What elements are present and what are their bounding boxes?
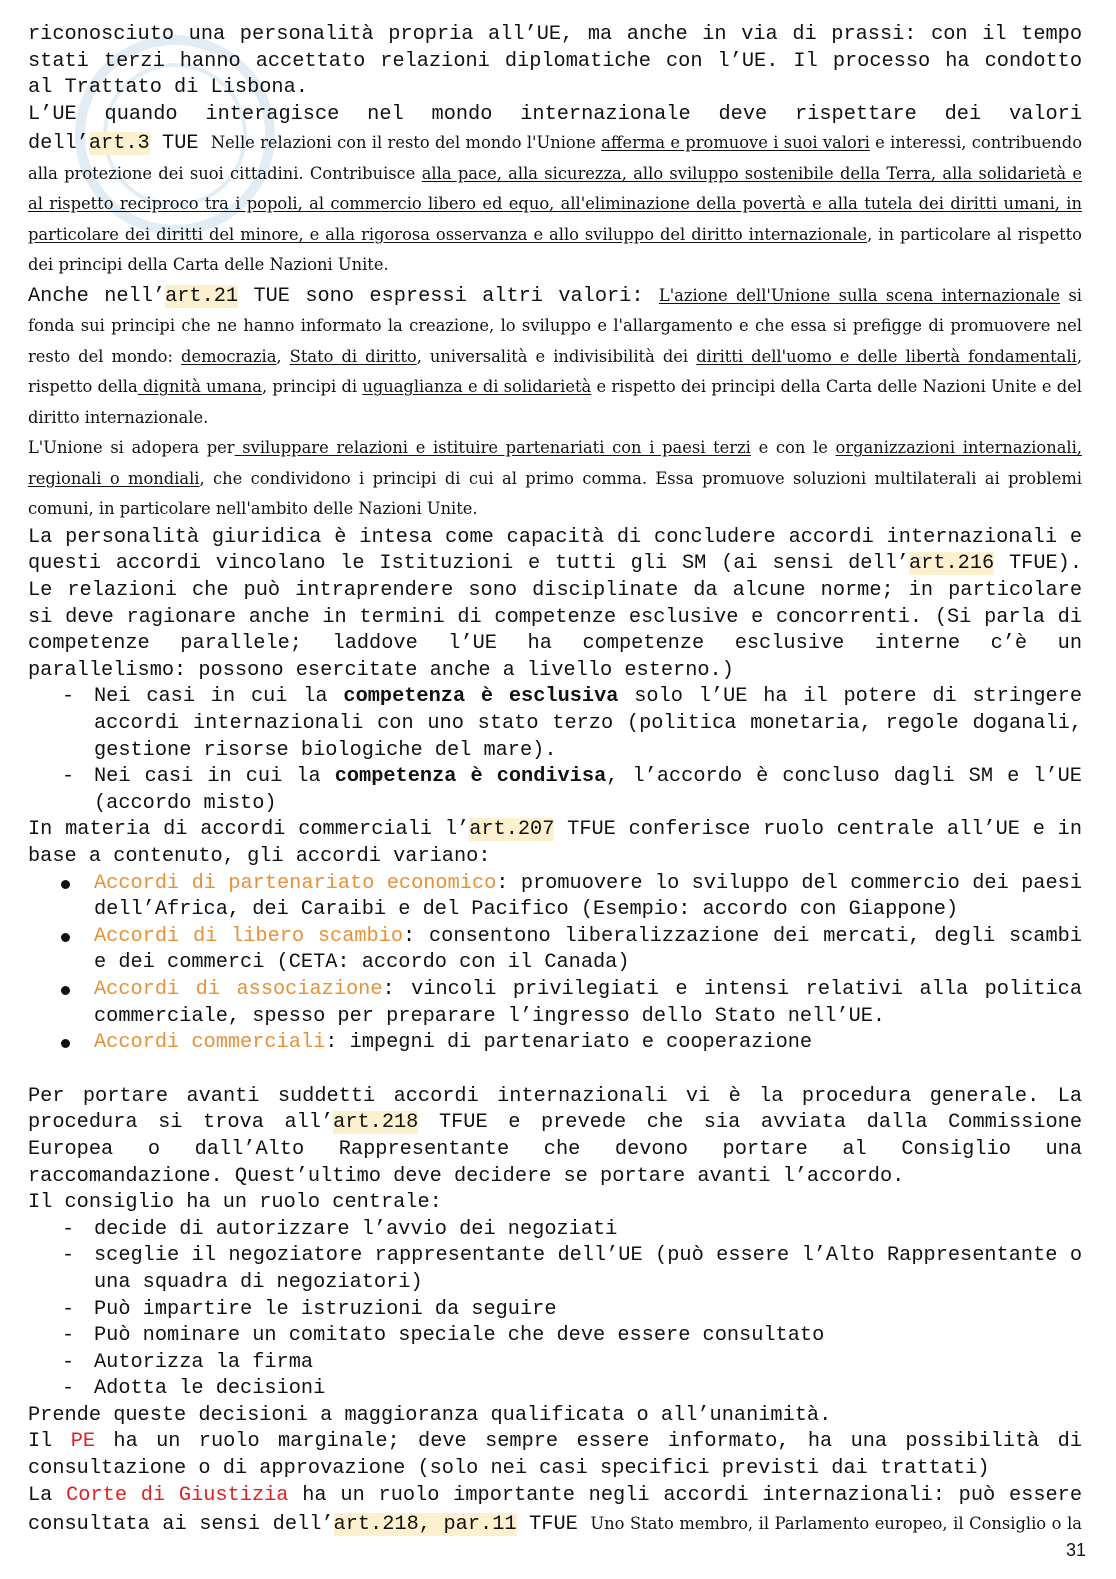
article-ref: art.21 — [165, 284, 239, 308]
article-ref: art.216 — [908, 552, 995, 576]
list-item: - decide di autorizzare l’avvio dei negoziati — [28, 1217, 1082, 1244]
list-item: Accordi di libero scambio: consentono liberalizzazione dei mercati, degli scambi e dei commerci (CETA: accordo con il Canada) — [28, 924, 1082, 977]
paragraph-parliament: Il PE ha un ruolo marginale; deve sempre essere informato, ha una possibilità di consultazione o di approvazione (solo nei casi specifici previsti dai trattati) — [28, 1430, 1083, 1481]
document-page — [28, 22, 1082, 1540]
paragraph-art21: Anche nell’art.21 TUE sono espressi altri valori: L'azione dell'Unione sulla scena internazionale si fonda sui principi che ne hanno informato la creazione, lo sviluppo e l'allargamento e che essa si prefigge di promuovere nel resto del mondo: democrazia, Stato di diritto, universalità e indivisibilità dei diritti dell'uomo e delle libertà fondamentali, rispetto della dignità umana, principi di uguaglianza e di solidarietà e rispetto dei principi della Carta delle Nazioni Unite e del diritto internazionale. — [28, 284, 1083, 427]
paragraph-art207: In materia di accordi commerciali l’art.207 TFUE conferisce ruolo centrale all’UE e in base a contenuto, gli accordi variano: — [28, 818, 1082, 868]
list-item: - Adotta le decisioni — [28, 1376, 1082, 1403]
list-item: Accordi di partenariato economico: promuovere lo sviluppo del commercio dei paesi dell’Africa, dei Caraibi e del Pacifico (Esempio: accordo con Giappone) — [28, 871, 1082, 924]
paragraph-art218: Per portare avanti suddetti accordi internazionali vi è la procedura generale. La procedura si trova all’art.218 TFUE e prevede che sia avviata dalla Commissione Europea o dall’Alto Rappresentante che devono portare al Consiglio una raccomandazione. Quest’ultimo deve decidere se portare avanti l’accordo. — [28, 1084, 1082, 1188]
list-item: - Può impartire le istruzioni da seguire — [28, 1297, 1082, 1324]
paragraph-court-line: La Corte di Giustizia ha un ruolo importante negli accordi internazionali: può essere — [28, 1483, 1082, 1507]
list-item: - sceglie il negoziatore rappresentante dell’UE (può essere l’Alto Rappresentante o una squadra di negoziatori) — [28, 1243, 1082, 1296]
list-item: Accordi di associazione: vincoli privilegiati e intensi relativi alla politica commerciale, spesso per preparare l’ingresso dello Stato nell’UE. — [28, 977, 1082, 1030]
list-item: Accordi commerciali: impegni di partenariato e cooperazione — [28, 1030, 1082, 1057]
page-number: 31 — [1065, 1540, 1086, 1560]
list-item: - Nei casi in cui la competenza è condivisa, l’accordo è concluso dagli SM e l’UE (accordo misto) — [28, 764, 1082, 817]
paragraph-values-line: L’UE quando interagisce nel mondo internazionale deve rispettare dei valori — [28, 102, 1082, 126]
paragraph-majority: Prende queste decisioni a maggioranza qualificata o all’unanimità. — [28, 1403, 832, 1427]
paragraph-council: Il consiglio ha un ruolo centrale: — [28, 1191, 442, 1215]
article-ref: art.218 — [333, 1111, 419, 1135]
paragraph-art3: dell’art.3 TUE Nelle relazioni con il resto del mondo l'Unione afferma e promuove i suoi valori e interessi, contribuendo alla protezione dei suoi cittadini. Contribuisce alla pace, alla sicurezza, allo sviluppo sostenibile della Terra, alla solidarietà e al rispetto reciproco tra i popoli, al commercio libero ed equo, all'eliminazione della povertà e alla tutela dei diritti umani, in particolare dei diritti del minore, e alla rigorosa osservanza e allo sviluppo del diritto internazionale, in particolare al rispetto dei principi della Carta delle Nazioni Unite. — [28, 132, 1082, 275]
council-role-list — [28, 1217, 1082, 1403]
list-item: - Può nominare un comitato speciale che deve essere consultato — [28, 1323, 1082, 1350]
article-ref: art.207 — [469, 818, 555, 842]
agreement-types-list — [28, 871, 1082, 1057]
article-ref: art.218, par.11 — [333, 1513, 517, 1537]
competence-list — [28, 684, 1082, 817]
article-ref: art.3 — [88, 132, 150, 156]
paragraph-court-ref: consultata ai sensi dell’art.218, par.11 TFUE Uno Stato membro, il Parlamento europeo, il Consiglio o la — [28, 1513, 1082, 1537]
list-item: - Nei casi in cui la competenza è esclusiva solo l’UE ha il potere di stringere accordi internazionali con uno stato terzo (politica monetaria, regole doganali, gestione risorse biologiche del mare). — [28, 684, 1082, 764]
paragraph-intro: riconosciuto una personalità propria all’UE, ma anche in via di prassi: con il tempo stati terzi hanno accettato relazioni diplomatiche con l’UE. Il processo ha condotto al Trattato di Lisbona. — [28, 23, 1082, 100]
paragraph-partnerships: L'Unione si adopera per sviluppare relazioni e istituire partenariati con i paesi terzi e con le organizzazioni internazionali, regionali o mondiali, che condividono i principi di cui al primo comma. Essa promuove soluzioni multilaterali ai problemi comuni, in particolare nell'ambito delle Nazioni Unite. — [28, 438, 1082, 519]
paragraph-legal-personality: La personalità giuridica è intesa come capacità di concludere accordi internazionali e questi accordi vincolano le Istituzioni e tutti gli SM (ai sensi dell’art.216 TFUE). Le relazioni che può intraprendere sono disciplinate da alcune norme; in particolare si deve ragionare anche in termini di competenze esclusive e concorrenti. (Si parla di competenze parallele; laddove l’UE ha competenze esclusive interne c’è un parallelismo: possono esercitate anche a livello esterno.) — [28, 525, 1083, 682]
spacer — [28, 1057, 1082, 1084]
list-item: - Autorizza la firma — [28, 1350, 1082, 1377]
